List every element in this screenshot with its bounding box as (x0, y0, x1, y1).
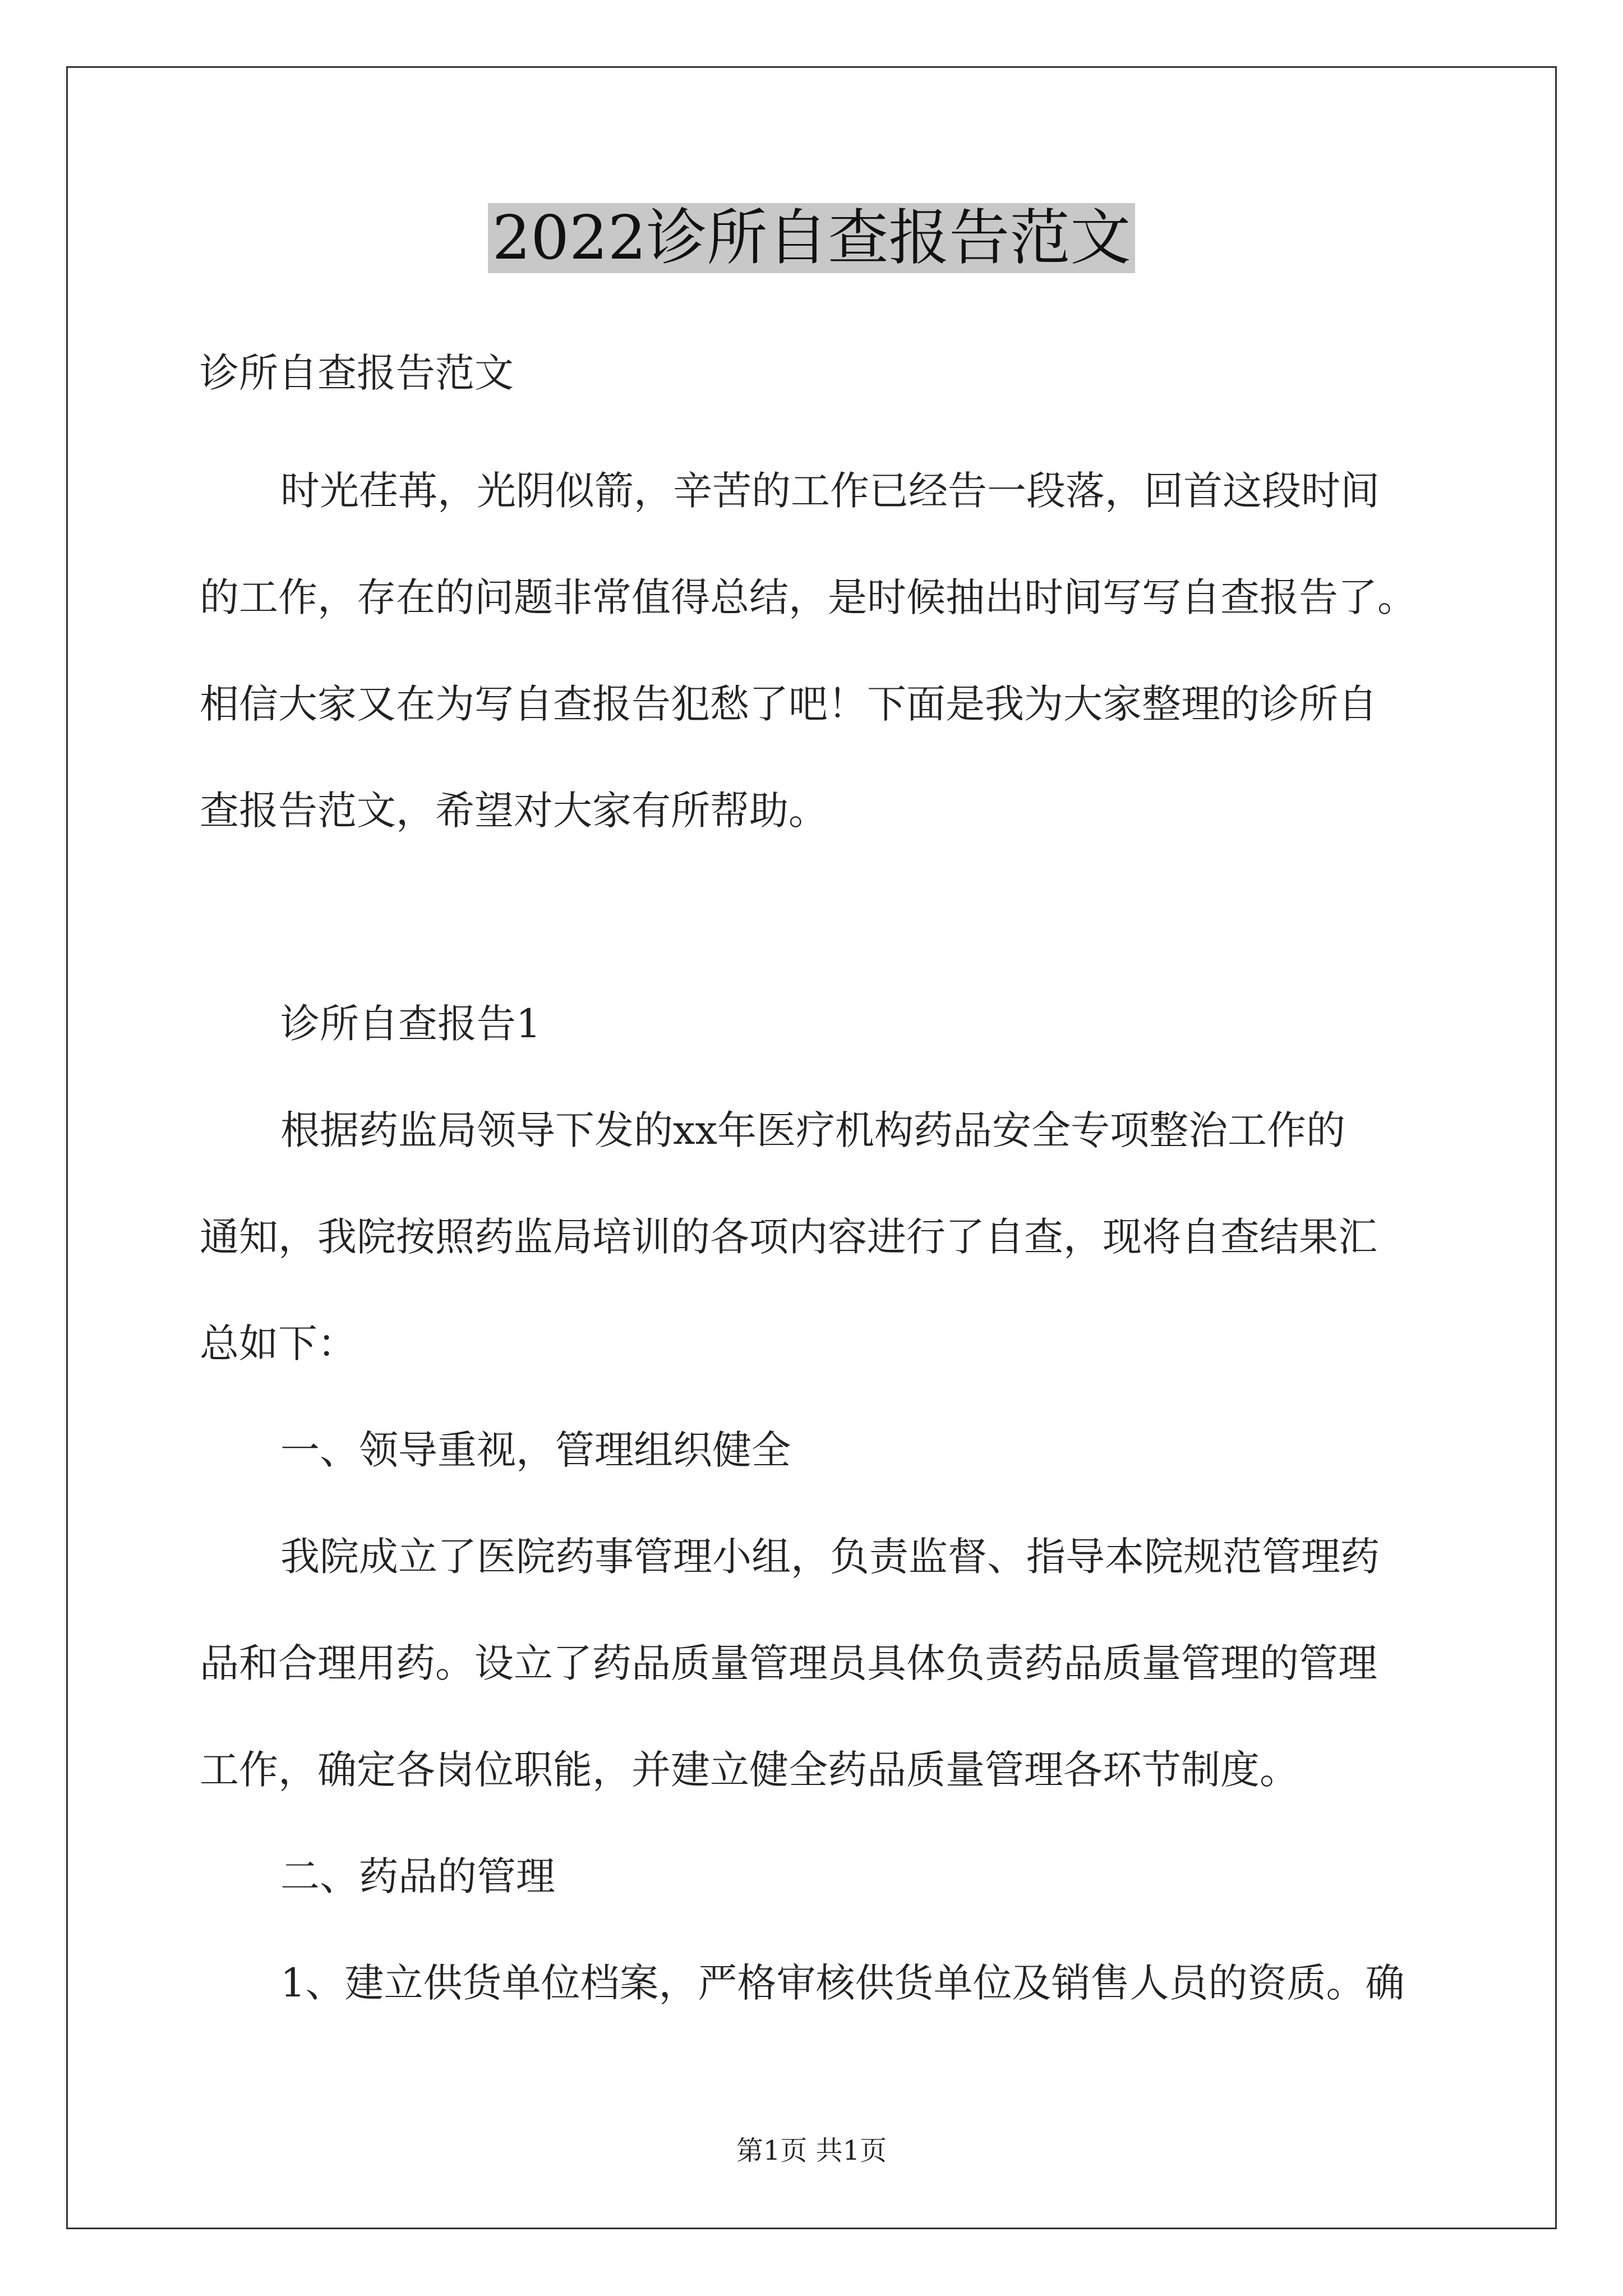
section-heading: 诊所自查报告1 (280, 1001, 541, 1047)
paragraph-line: 通知，我院按照药监局培训的各项内容进行了自查，现将自查结果汇 (200, 1214, 1377, 1260)
paragraph-line: 根据药监局领导下发的xx年医疗机构药品安全专项整治工作的 (280, 1107, 1345, 1153)
paragraph-line: 查报告范文，希望对大家有所帮助。 (200, 788, 828, 834)
section-heading: 一、领导重视，管理组织健全 (280, 1427, 791, 1473)
page-footer: 第1页 共1页 (736, 2135, 887, 2166)
paragraph-line: 的工作，存在的问题非常值得总结，是时候抽出时间写写自查报告了。 (200, 574, 1417, 620)
paragraph-line: 工作，确定各岗位职能，并建立健全药品质量管理各环节制度。 (200, 1747, 1299, 1793)
paragraph-line: 1、建立供货单位档案，严格审核供货单位及销售人员的资质。确 (280, 1960, 1405, 2006)
paragraph-line: 时光荏苒，光阴似箭，辛苦的工作已经告一段落，回首这段时间 (280, 468, 1380, 514)
paragraph-line: 品和合理用药。设立了药品质量管理员具体负责药品质量管理的管理 (200, 1640, 1377, 1686)
section-heading: 二、药品的管理 (280, 1853, 555, 1899)
paragraph-line: 总如下： (200, 1320, 357, 1366)
document-subtitle: 诊所自查报告范文 (200, 350, 514, 396)
document-title: 2022诊所自查报告范文 (0, 196, 1623, 280)
paragraph-line: 我院成立了医院药事管理小组，负责监督、指导本院规范管理药 (280, 1534, 1380, 1580)
paragraph-line: 相信大家又在为写自查报告犯愁了吧！下面是我为大家整理的诊所自 (200, 681, 1377, 727)
